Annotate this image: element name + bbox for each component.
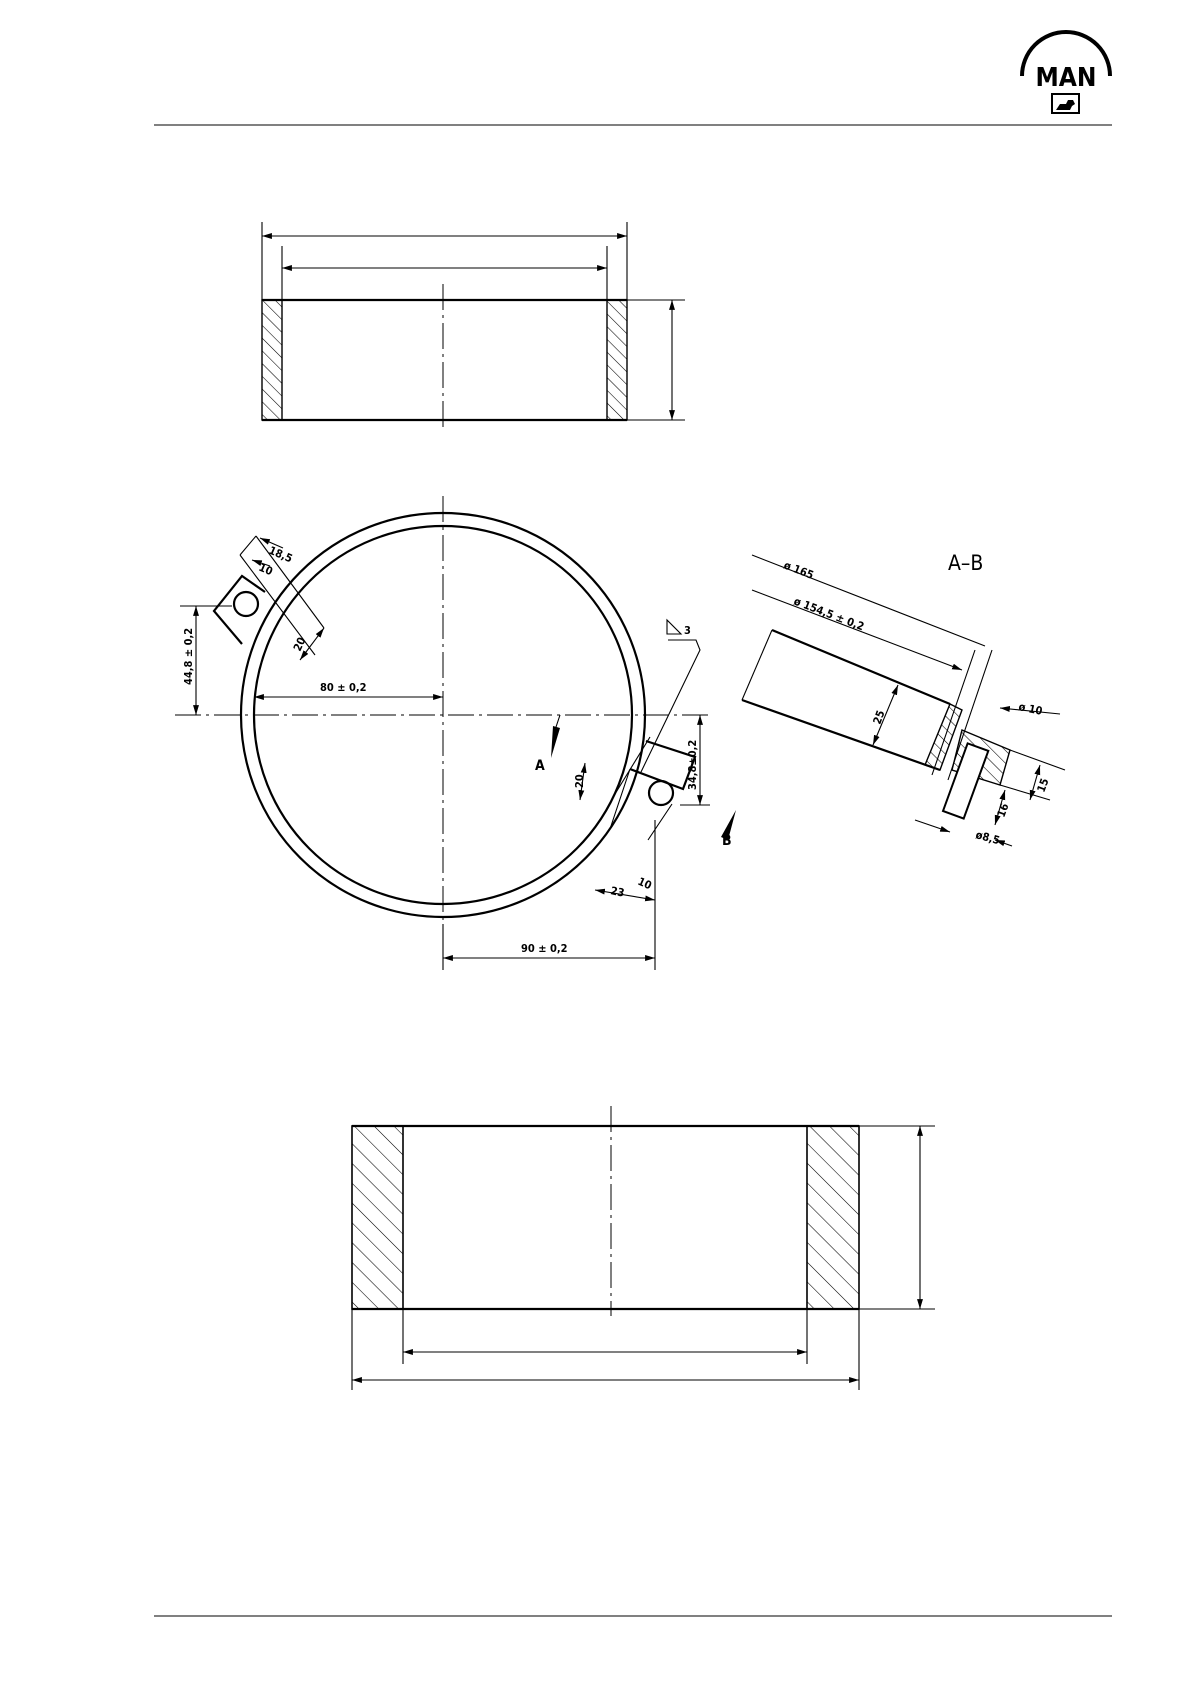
dim-154-5: ø 154,5 ± 0,2 [791, 594, 866, 634]
dim-10-section: ø 10 [1017, 700, 1044, 718]
dim-80: 80 ± 0,2 [320, 681, 367, 694]
dim-165: ø 165 [781, 558, 816, 582]
weld-size: 3 [684, 624, 691, 637]
section-view-ab [742, 551, 1065, 847]
dim-44-8: 44,8 ± 0,2 [182, 627, 195, 685]
dim-20-right: 20 [573, 774, 586, 788]
section-mark-b: B [722, 833, 732, 849]
dim-90: 90 ± 0,2 [521, 942, 568, 955]
section-title: A–B [948, 551, 984, 575]
dim-18-5: 18,5 [266, 543, 295, 566]
lion-emblem-icon [1052, 94, 1079, 113]
section-arrow-a [551, 726, 560, 758]
dim-20-left: 20 [290, 635, 309, 654]
dim-8-5: ø8,5 [974, 828, 1002, 848]
dim-23: 23 [609, 884, 626, 900]
top-ring-elevation [262, 222, 685, 432]
bottom-ring-elevation [352, 1106, 935, 1390]
logo-text: MAN [1035, 63, 1097, 93]
dim-34-8: 34,8±0,2 [686, 739, 699, 790]
dim-10-right: 10 [635, 874, 654, 893]
dim-10-left: 10 [256, 560, 275, 579]
plan-view [175, 496, 736, 970]
right-lug [573, 737, 695, 900]
section-mark-a: A [535, 758, 545, 774]
dim-25: 25 [870, 708, 888, 727]
dim-16: 16 [994, 801, 1012, 820]
man-logo [1022, 32, 1110, 113]
dim-15: 15 [1034, 776, 1052, 795]
